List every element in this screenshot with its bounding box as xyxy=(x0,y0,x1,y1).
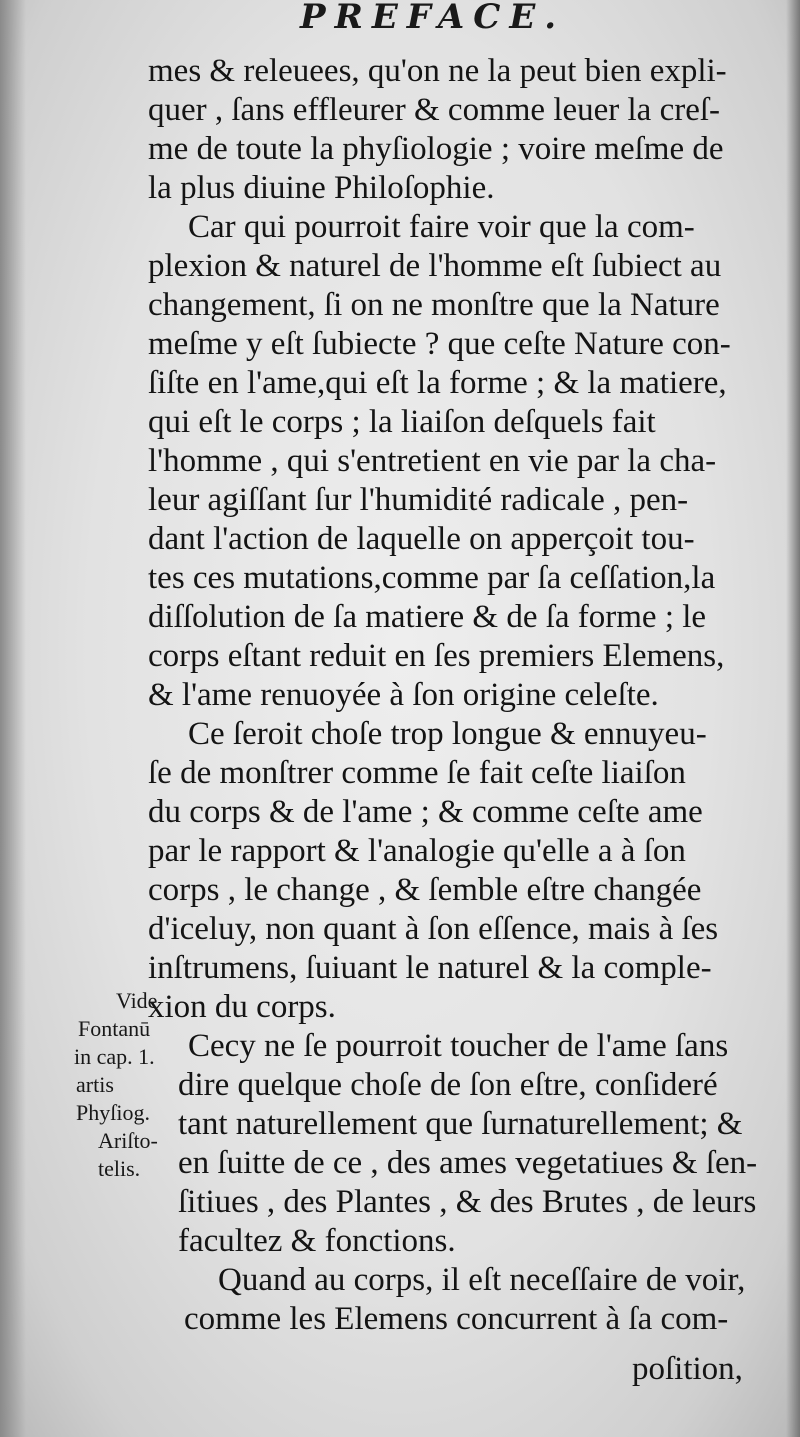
running-head: PREFACE. xyxy=(300,0,566,37)
text-line: l'homme , qui s'entretient en vie par la cha- xyxy=(148,443,717,479)
text-line: tant naturellement que ſurnaturellement; & xyxy=(178,1106,743,1142)
text-line: la plus diuine Philoſophie. xyxy=(148,170,495,206)
text-line: Quand au corps, il eſt neceſſaire de voir, xyxy=(218,1262,746,1298)
text-line: Cecy ne ſe pourroit toucher de l'ame ſans xyxy=(188,1028,729,1064)
text-line: ſiſte en l'ame,qui eſt la forme ; & la matiere, xyxy=(148,365,727,401)
text-line: plexion & naturel de l'homme eſt ſubiect au xyxy=(148,248,722,284)
text-line: qui eſt le corps ; la liaiſon deſquels fait xyxy=(148,404,656,440)
text-line: Car qui pourroit faire voir que la com- xyxy=(188,209,695,245)
text-line: changement, ſi on ne monſtre que la Nature xyxy=(148,287,720,323)
margin-note-line: Ariſto- xyxy=(98,1128,158,1153)
text-line: du corps & de l'ame ; & comme ceſte ame xyxy=(148,794,703,830)
text-line: Ce ſeroit choſe trop longue & ennuyeu- xyxy=(188,716,707,752)
text-line: ſe de monſtrer comme ſe fait ceſte liaiſon xyxy=(148,755,686,791)
text-line: inſtrumens, ſuiuant le naturel & la comple- xyxy=(148,950,712,986)
text-line: dant l'action de laquelle on apperçoit tou- xyxy=(148,521,695,557)
margin-note-line: in cap. 1. xyxy=(74,1044,155,1069)
text-line: dire quelque choſe de ſon eſtre, conſideré xyxy=(178,1067,718,1103)
text-line: ſitiues , des Plantes , & des Brutes , de leurs xyxy=(178,1184,757,1220)
text-line: diſſolution de ſa matiere & de ſa forme ; le xyxy=(148,599,707,635)
text-line: corps eſtant reduit en ſes premiers Elemens, xyxy=(148,638,725,674)
page-edge-shadow xyxy=(786,0,800,1437)
text-line: me de toute la phyſiologie ; voire meſme de xyxy=(148,131,724,167)
page-gutter-shadow xyxy=(0,0,26,1437)
margin-note-line: artis xyxy=(76,1072,114,1097)
text-line: leur agiſſant ſur l'humidité radicale , pen- xyxy=(148,482,689,518)
text-line: poſition, xyxy=(632,1351,743,1387)
margin-note-line: Vide xyxy=(116,988,158,1013)
text-line: corps , le change , & ſemble eſtre changée xyxy=(148,872,702,908)
margin-note-line: telis. xyxy=(98,1156,141,1181)
text-line: par le rapport & l'analogie qu'elle a à ſon xyxy=(148,833,686,869)
margin-note-line: Phyſiog. xyxy=(76,1100,150,1125)
text-line: tes ces mutations,comme par ſa ceſſation,la xyxy=(148,560,716,596)
text-line: d'iceluy, non quant à ſon eſſence, mais à ſes xyxy=(148,911,719,947)
text-line: mes & releuees, qu'on ne la peut bien expli- xyxy=(148,53,727,89)
text-line: quer , ſans effleurer & comme leuer la creſ- xyxy=(148,92,721,128)
text-line: meſme y eſt ſubiecte ? que ceſte Nature con- xyxy=(148,326,731,362)
text-line: facultez & fonctions. xyxy=(178,1223,456,1259)
text-line: xion du corps. xyxy=(148,989,336,1025)
text-line: en ſuitte de ce , des ames vegetatiues & ſen- xyxy=(178,1145,758,1181)
margin-note-line: Fontanū xyxy=(78,1016,151,1041)
text-line: & l'ame renuoyée à ſon origine celeſte. xyxy=(148,677,659,713)
text-line: comme les Elemens concurrent à ſa com- xyxy=(184,1301,729,1337)
